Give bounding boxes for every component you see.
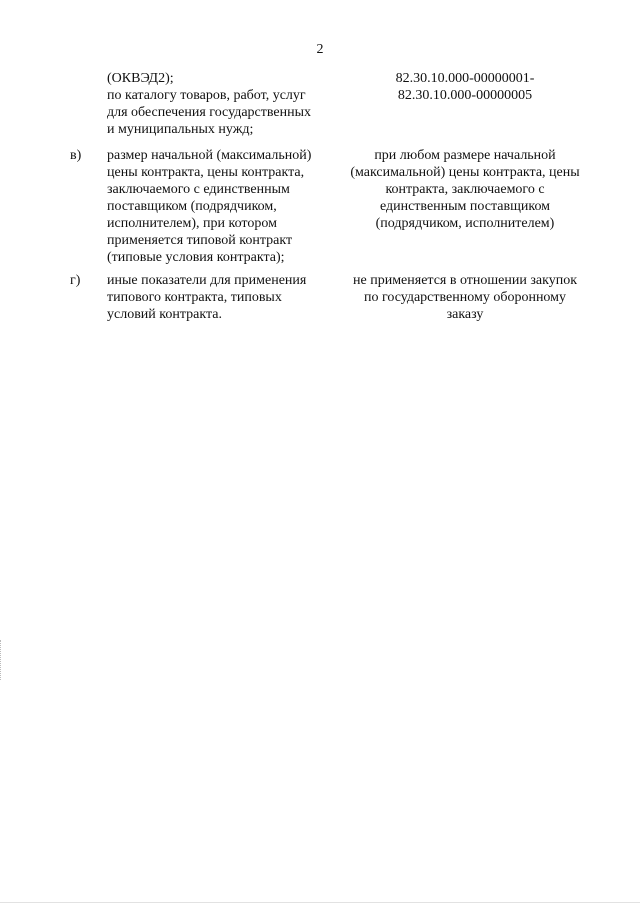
value-line: контракта, заключаемого с bbox=[385, 182, 545, 197]
value-line: при любом размере начальной bbox=[374, 148, 556, 163]
description-line: размер начальной (максимальной) bbox=[107, 148, 312, 163]
row-value bbox=[345, 272, 585, 323]
value-line: по государственному оборонному bbox=[363, 290, 567, 305]
description-line: типового контракта, типовых bbox=[107, 290, 282, 305]
description-line: поставщиком (подрядчиком, bbox=[107, 199, 277, 214]
value-line: не применяется в отношении закупок bbox=[353, 273, 577, 288]
page-bottom-edge bbox=[0, 902, 640, 903]
row-description bbox=[107, 70, 337, 138]
scan-edge-mark bbox=[0, 640, 3, 680]
description-line: (ОКВЭД2); bbox=[107, 71, 174, 86]
value-line: единственным поставщиком bbox=[379, 199, 551, 214]
row-value bbox=[345, 147, 585, 232]
value-line: 82.30.10.000-00000001- bbox=[395, 71, 535, 86]
value-line: 82.30.10.000-00000005 bbox=[397, 88, 533, 103]
page-number: 2 bbox=[316, 42, 324, 57]
description-line: (типовые условия контракта); bbox=[107, 250, 285, 265]
description-line: и муниципальных нужд; bbox=[107, 122, 254, 137]
description-line: применяется типовой контракт bbox=[107, 233, 293, 248]
row-description bbox=[107, 147, 337, 266]
description-line: для обеспечения государственных bbox=[107, 105, 311, 120]
description-line: цены контракта, цены контракта, bbox=[107, 165, 305, 180]
row-value bbox=[345, 70, 585, 104]
description-line: по каталогу товаров, работ, услуг bbox=[107, 88, 306, 103]
value-line: заказу bbox=[446, 307, 484, 322]
row-description bbox=[107, 272, 337, 323]
row-letter: г) bbox=[70, 273, 81, 288]
description-line: иные показатели для применения bbox=[107, 273, 307, 288]
value-line: (подрядчиком, исполнителем) bbox=[375, 216, 555, 231]
value-line: (максимальной) цены контракта, цены bbox=[350, 165, 580, 180]
description-line: условий контракта. bbox=[107, 307, 223, 322]
description-line: исполнителем), при котором bbox=[107, 216, 277, 231]
description-line: заключаемого с единственным bbox=[107, 182, 290, 197]
row-letter: в) bbox=[70, 148, 82, 163]
